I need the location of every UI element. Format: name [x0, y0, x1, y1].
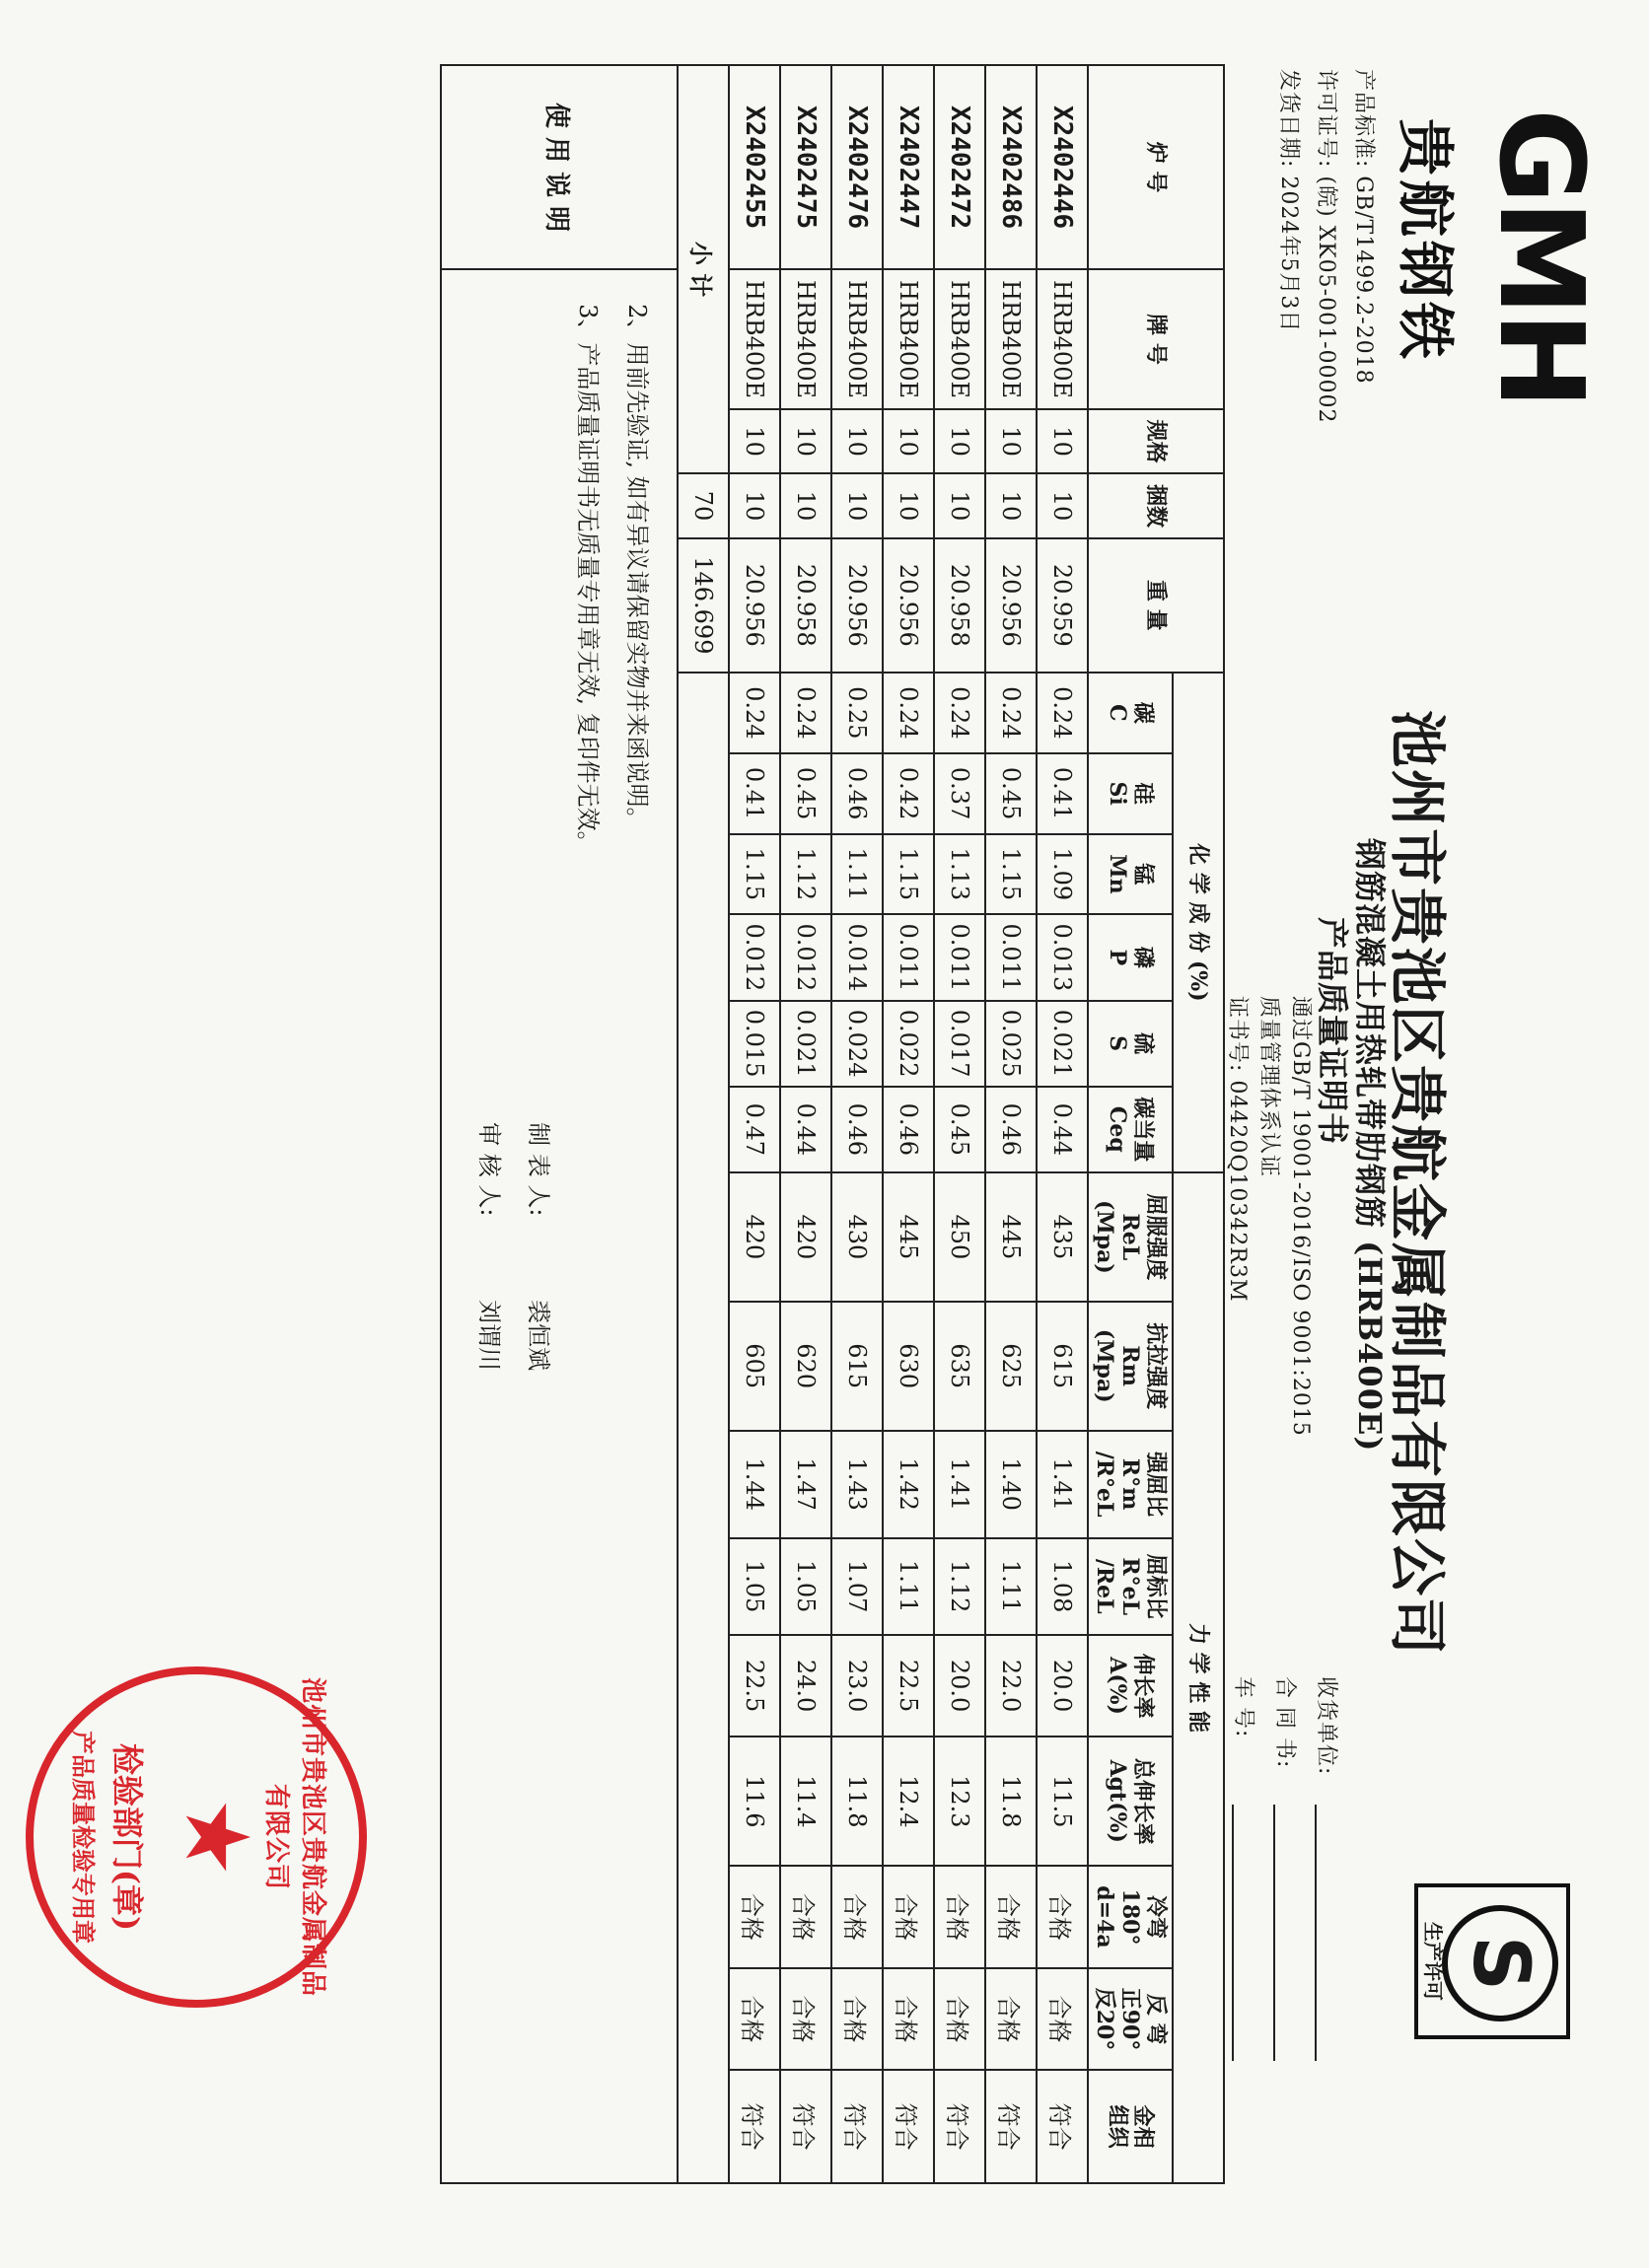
contract-line — [1273, 1805, 1276, 2061]
ship-date: 发货日期: 2024年5月3日 — [1276, 69, 1301, 333]
license-mark-text: 生产许可 — [1421, 1922, 1445, 2001]
product-standard: 产品标准: GB/T1499.2-2018 — [1351, 69, 1376, 385]
vehicle-line — [1232, 1805, 1235, 2061]
reviewer-label: 审 核 人: — [475, 1122, 503, 1217]
stamp-dept-text: 检验部门(章) — [108, 1742, 146, 1932]
stamp-company-text: 池州市贵池区贵航金属制品有限公司 — [261, 1676, 327, 1997]
usage-note-3: 3、产品质量证明书无质量专用章无效, 复印件无效。 — [574, 304, 602, 855]
col-chem-c: 碳 C — [1088, 673, 1173, 753]
document-title: 产品质量证明书 — [1314, 917, 1351, 1146]
product-title: 钢筋混凝土用热轧带肋钢筋 (HRB400E) — [1351, 838, 1389, 1453]
table-row: X2402447 HRB400E 10 10 20.956 0.24 0.42 1.15 0.011 0.022 0.46 445 630 1.42 1.11 22.5 12.4 合格 合格 符合 — [883, 65, 934, 2183]
col-rebend: 反 弯 正90° 反20° — [1088, 1968, 1173, 2071]
qs-production-license-icon: S 生产许可 — [1414, 1883, 1570, 2039]
receiver-line — [1315, 1805, 1318, 2061]
subtotal-bundles: 70 — [678, 473, 729, 537]
col-strength-ratio: 强屈比 R°m /R°eL — [1088, 1431, 1173, 1538]
col-elongation: 伸长率 A(%) — [1088, 1635, 1173, 1737]
table-row: X2402486 HRB400E 10 10 20.956 0.24 0.45 1.15 0.011 0.025 0.46 445 625 1.40 1.11 22.0 11.8 合格 合格 符合 — [985, 65, 1037, 2183]
col-chem-p: 磷 P — [1088, 914, 1173, 1000]
col-chem-mn: 锰 Mn — [1088, 834, 1173, 915]
license-number: 许可证号: (皖) XK05-001-00002 — [1314, 69, 1338, 424]
col-tensile-strength: 抗拉强度 Rm (Mpa) — [1088, 1302, 1173, 1431]
col-chem-ceq: 碳当量 Ceq — [1088, 1087, 1173, 1172]
maker-label: 制 表 人: — [525, 1122, 552, 1217]
reviewer-name: 刘谓川 — [475, 1300, 503, 1372]
col-cold-bend: 冷弯 180° d=4a — [1088, 1866, 1173, 1968]
usage-notes-row — [441, 65, 678, 2183]
col-heat-number: 炉 号 — [1088, 65, 1224, 269]
company-name: 池州市贵池区贵航金属制品有限公司 — [1384, 710, 1451, 1658]
usage-note-2: 2、用前先验证, 如有异议请保留实物并来函说明。 — [623, 304, 651, 831]
iso-certification: 通过GB/T 19001-2016/ISO 9001:2015 — [1288, 996, 1313, 1437]
maker-name: 裘恒斌 — [525, 1300, 552, 1372]
col-microstructure: 金相 组织 — [1088, 2070, 1173, 2183]
chemical-composition-header: 化 学 成 份 (%) — [1173, 673, 1224, 1172]
col-size: 规格 — [1088, 409, 1224, 473]
receiver-label: 收货单位: — [1314, 1676, 1338, 1776]
table-row: X2402476 HRB400E 10 10 20.956 0.25 0.46 1.11 0.014 0.024 0.46 430 615 1.43 1.07 23.0 11.8 合格 合格 符合 — [831, 65, 883, 2183]
mechanical-properties-header: 力 学 性 能 — [1173, 1172, 1224, 2183]
brand-name: 贵航钢铁 — [1392, 118, 1459, 364]
col-chem-s: 硫 S — [1088, 1001, 1173, 1087]
col-bundles: 捆数 — [1088, 473, 1224, 537]
stamp-sub-text: 产品质量检验专用章 — [69, 1731, 98, 1944]
col-yield-strength: 屈服强度 ReL (Mpa) — [1088, 1172, 1173, 1302]
contract-label: 合 同 书: — [1272, 1676, 1297, 1769]
qms-label: 质量管理体系认证 — [1256, 996, 1281, 1178]
vehicle-label: 车 号: — [1231, 1676, 1255, 1738]
subtotal-weight: 146.699 — [678, 538, 729, 673]
stamp-star-icon: ★ — [165, 1797, 268, 1878]
table-row: X2402446 HRB400E 10 10 20.959 0.24 0.41 1.09 0.013 0.021 0.44 435 615 1.41 1.08 20.0 11.5 合格 合格 符合 — [1037, 65, 1088, 2183]
table-row: X2402472 HRB400E 10 10 20.958 0.24 0.37 1.13 0.011 0.017 0.45 450 635 1.41 1.12 20.0 12.3 合格 合格 符合 — [934, 65, 985, 2183]
col-chem-si: 硅 Si — [1088, 753, 1173, 834]
col-grade: 牌 号 — [1088, 269, 1224, 409]
col-total-elongation: 总伸长率 Agt(%) — [1088, 1736, 1173, 1866]
table-row: X2402475 HRB400E 10 10 20.958 0.24 0.45 1.12 0.012 0.021 0.44 420 620 1.47 1.05 24.0 11.4 合格 合格 符合 — [780, 65, 831, 2183]
certificate-number: 证书号: 04420Q10342R3M — [1225, 996, 1250, 1303]
usage-label: 使 用 说 明 — [441, 65, 678, 269]
usage-notes-cell — [441, 269, 678, 2183]
subtotal-row — [678, 65, 729, 2183]
col-yield-ratio: 屈标比 R°eL /ReL — [1088, 1538, 1173, 1635]
inspection-stamp — [26, 1666, 367, 2008]
table-row: X2402455 HRB400E 10 10 20.956 0.24 0.41 1.15 0.012 0.015 0.47 420 605 1.44 1.05 22.5 11.6 合格 合格 符合 — [729, 65, 780, 2183]
quality-table — [440, 64, 1225, 2184]
col-weight: 重 量 — [1088, 538, 1224, 673]
subtotal-label: 小 计 — [678, 65, 729, 473]
company-logo: GMH — [1473, 108, 1610, 406]
